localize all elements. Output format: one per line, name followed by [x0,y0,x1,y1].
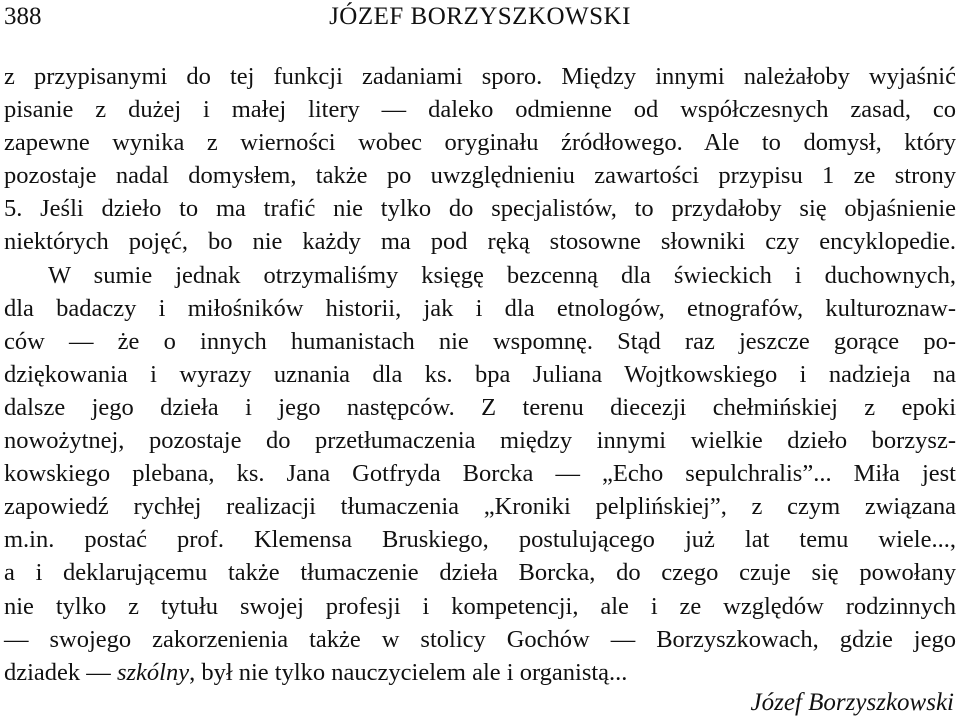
text-line: pisanie z dużej i małej litery — daleko odmienne od współczesnych zasad, co [4,96,956,124]
italic-word: szkólny [116,658,190,686]
author-signature: Józef Borzyszkowski [750,689,954,716]
running-head [4,2,956,32]
paragraph-last-line [4,656,956,689]
running-title: JÓZEF BORZYSZKOWSKI [329,3,631,30]
text-line: ców — że o innych humanistach nie wspomnę. Stąd raz jeszcze gorące po- [4,327,956,355]
text-run: dziadek — [4,658,117,686]
text-line: z przypisanymi do tej funkcji zadaniami sporo. Między innymi należałoby wyjaśnić [4,63,956,90]
text-line: a i deklarującemu także tłumaczenie dzieła Borcka, do czego czuje się powołany [4,559,956,587]
paragraph-first-line: W sumie jednak otrzymaliśmy księgę bezcenną dla świeckich i duchownych, [48,261,956,289]
text-line: nowożytnej, pozostaje do przetłumaczenia między innymi wielkie dzieło borzysz- [4,427,956,455]
text-line: zapewne wynika z wierności wobec oryginału źródłowego. Ale to domysł, który [4,129,956,157]
page-number: 388 [4,3,42,30]
body-text [4,60,956,689]
text-line: nie tylko z tytułu swojej profesji i kompetencji, ale i ze względów rodzinnych [4,592,956,620]
text-line: kowskiego plebana, ks. Jana Gotfryda Borcka — „Echo sepulchralis”... Miła jest [4,460,956,488]
text-run: , był nie tylko nauczycielem ale i organistą... [189,658,628,686]
text-line: 5. Jeśli dzieło to ma trafić nie tylko do specjalistów, to przydałoby się objaśnienie [4,195,956,223]
text-line: dziękowania i wyrazy uznania dla ks. bpa Juliana Wojtkowskiego i nadzieja na [4,360,956,388]
text-line: niektórych pojęć, bo nie każdy ma pod ręką stosowne słowniki czy encyklopedie. [4,228,956,256]
text-line: — swojego zakorzenienia także w stolicy Gochów — Borzyszkowach, gdzie jego [4,625,956,653]
text-line: dla badaczy i miłośników historii, jak i dla etnologów, etnografów, kulturoznaw- [4,294,956,322]
text-line: m.in. postać prof. Klemensa Bruskiego, postulującego już lat temu wiele..., [4,526,956,554]
text-line: dalsze jego dzieła i jego następców. Z terenu diecezji chełmińskiej z epoki [4,393,956,421]
text-line: zapowiedź rychłej realizacji tłumaczenia „Kroniki pelplińskiej”, z czym związana [4,493,956,521]
text-line: pozostaje nadal domysłem, także po uwzględnieniu zawartości przypisu 1 ze strony [4,162,956,190]
